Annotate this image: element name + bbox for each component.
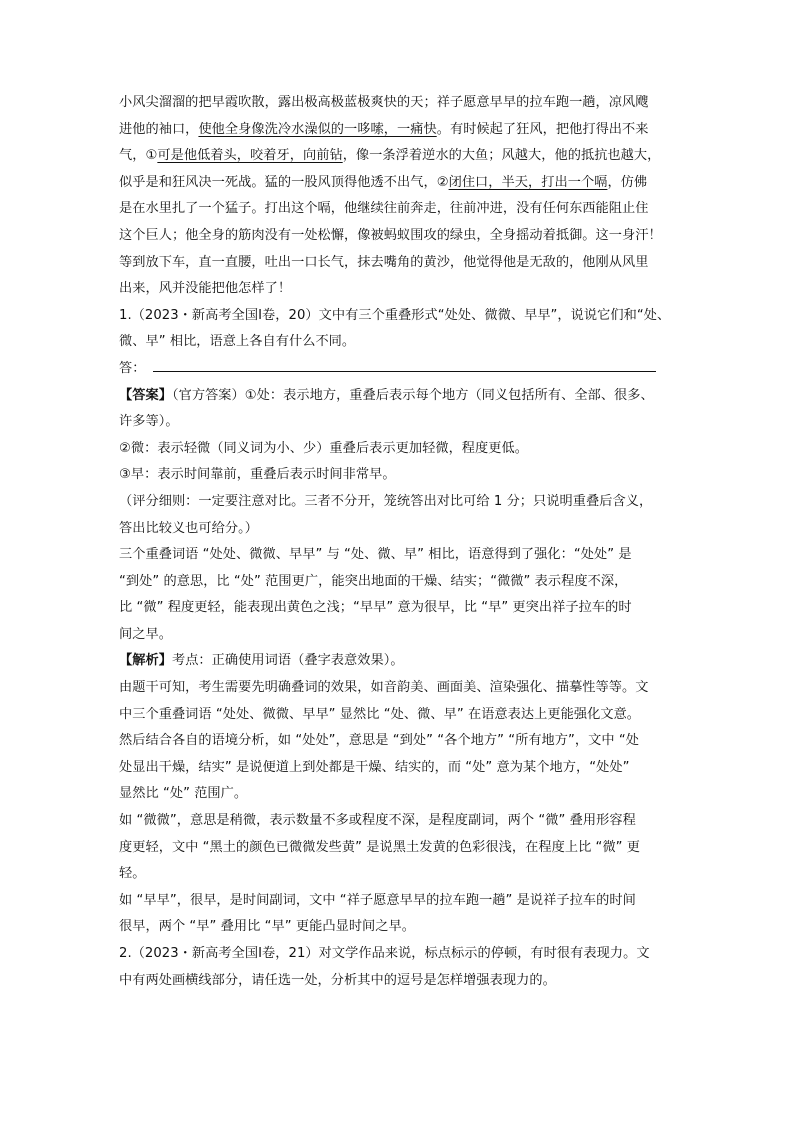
passage-text: 是在水里扎了一个猛子。打出这个嗝，他继续往前奔走，往前冲进，没有任何东西能阻止住: [119, 201, 649, 217]
answer-text: ②微：表示轻微（同义词为小、少）重叠后表示更加轻微，程度更低。: [119, 440, 528, 456]
passage-text: 气，①: [119, 148, 158, 164]
analysis-text: 如 “微微”，意思是稍微，表示数量不多或程度不深，是程度副词，两个 “微” 叠用形容程: [119, 813, 636, 829]
analysis-section: [119, 648, 679, 941]
analysis-text: 然后结合各自的语境分析，如 “处处”，意思是 “到处” “各个地方” “所有地方”，文中 “处: [119, 733, 639, 749]
analysis-line: [119, 835, 679, 862]
analysis-line: [119, 755, 679, 782]
analysis-text: 如 “早早”，很早，是时间副词，文中 “祥子愿意早早的拉车跑一趟” 是说祥子拉车的时间: [119, 892, 636, 908]
passage-line: [119, 143, 679, 170]
underlined-phrase-1: 使他全身像洗冷水澡似的一哆嗦，一痛快: [198, 121, 437, 137]
analysis-line: [119, 648, 679, 675]
passage-text: 这个巨人；他全身的筋肉没有一处松懈，像被蚂蚁围攻的绿虫，全身摇动着抵御。这一身汗！: [119, 227, 662, 243]
analysis-text: 很早，两个 “早” 叠用比 “早” 更能凸显时间之早。: [119, 919, 416, 935]
question-text: 2.（2023・新高考全国Ⅰ卷，21）对文学作品来说，标点标示的停顿，有时很有表现力。文: [119, 946, 650, 961]
question-text: 微、早” 相比，语意上各自有什么不同。: [119, 334, 356, 350]
question-line: [119, 941, 679, 968]
passage-text: ，仿佛: [607, 174, 648, 190]
passage-line: [119, 117, 679, 144]
passage-text: ，像一条浮着逆水的大鱼；风越大，他的抵抗也越大，: [342, 148, 661, 164]
passage-line: [119, 223, 679, 250]
question-text: 中有两处画横线部分，请任选一处，分析其中的逗号是怎样增强表现力的。: [119, 972, 556, 988]
question-line: [119, 329, 679, 356]
analysis-text: 中三个重叠词语 “处处、微微、早早” 显然比 “处、微、早” 在语意表达上更能强化文意。: [119, 706, 641, 722]
answer-text: ③早：表示时间靠前，重叠后表示时间非常早。: [119, 467, 396, 483]
passage-text: 进他的袖口，: [119, 121, 199, 137]
answer-text-line: [119, 489, 679, 516]
answer-text: （官方答案）①处：表示地方，重叠后表示每个地方（同义包括所有、全部、很多、: [171, 387, 654, 403]
analysis-text: 度更轻，文中 “黑土的颜色已微微发些黄” 是说黑土发黄的色彩很浅，在程度上比 “微” 更: [119, 839, 641, 855]
analysis-text: 显然比 “处” 范围广。: [119, 786, 248, 802]
answer-text-line: [119, 383, 679, 410]
passage-line: [119, 196, 679, 223]
answer-text: 三个重叠词语 “处处、微微、早早” 与 “处、微、早” 相比，语意得到了强化：“处处” 是: [119, 547, 632, 563]
answer-section: [119, 383, 679, 649]
question-line: [119, 303, 679, 330]
analysis-heading: 【解析】: [119, 653, 172, 669]
answer-text-line: [119, 622, 679, 649]
answer-text-line: [119, 595, 679, 622]
answer-text: 比 “微” 程度更轻，能表现出黄色之浅；“早早” 意为很早，比 “早” 更突出祥子拉车的时: [119, 600, 632, 616]
answer-text-line: [119, 569, 679, 596]
passage-line: [119, 276, 679, 303]
passage-text: 小风尖溜溜的把早霞吹散，露出极高极蓝极爽快的天；祥子愿意早早的拉车跑一趟，凉风飕: [119, 95, 649, 110]
analysis-text: 处显出干燥，结实” 是说便道上到处都是干燥、结实的，而 “处” 意为某个地方，“处处”: [119, 759, 630, 775]
analysis-line: [119, 781, 679, 808]
analysis-line: [119, 702, 679, 729]
passage-line: [119, 90, 679, 117]
answer-text: 答出比较义也可给分。）: [119, 520, 259, 536]
answer-text: 许多等）。: [119, 414, 179, 430]
answer-text-line: [119, 462, 679, 489]
answer-text: “到处” 的意思，比 “处” 范围更广，能突出地面的干燥、结实；“微微” 表示程度不深，: [119, 573, 628, 589]
analysis-line: [119, 728, 679, 755]
analysis-line: [119, 861, 679, 888]
answer-heading: 【答案】: [119, 387, 172, 403]
passage-line: [119, 170, 679, 197]
passage-text: 出来，风并没能把他怎样了！: [119, 281, 292, 297]
analysis-line: [119, 888, 679, 915]
answer-text-line: [119, 409, 679, 436]
answer-text-line: [119, 516, 679, 543]
passage-line: [119, 250, 679, 277]
passage-text: 。有时候起了狂风，把他打得出不来: [436, 121, 649, 137]
passage: [119, 90, 679, 303]
passage-text: 等到放下车，直一直腰，吐出一口长气，抹去嘴角的黄沙，他觉得他是无敌的，他刚从风里: [119, 254, 649, 270]
question-2: [119, 941, 679, 994]
answer-blank[interactable]: [153, 356, 656, 372]
analysis-text: 考点：正确使用词语（叠字表意效果）。: [171, 653, 404, 669]
analysis-text: 由题干可知，考生需要先明确叠词的效果，如音韵美、画面美、渲染强化、描摹性等等。文: [119, 680, 649, 696]
answer-text: 间之早。: [119, 626, 172, 642]
analysis-text: 轻。: [119, 866, 146, 882]
analysis-line: [119, 914, 679, 941]
question-line: [119, 968, 679, 995]
question-1: [119, 303, 679, 383]
underlined-phrase-2: 可是他低着头，咬着牙，向前钻: [157, 148, 343, 164]
question-text: 1.（2023・新高考全国Ⅰ卷，20）文中有三个重叠形式“处处、微微、早早”，说说它们和“处、: [119, 307, 671, 323]
analysis-line: [119, 808, 679, 835]
document-body: [119, 90, 679, 994]
answer-text: （评分细则：一定要注意对比。三者不分开，笼统答出对比可给 1 分；只说明重叠后含义，: [119, 493, 653, 509]
analysis-line: [119, 675, 679, 702]
answer-line: [119, 356, 679, 383]
passage-text: 似乎是和狂风决一死战。猛的一股风顶得他透不出气，②: [119, 174, 449, 190]
underlined-phrase-3: 闭住口，半天，打出一个嗝: [448, 174, 608, 190]
answer-text-line: [119, 542, 679, 569]
answer-label: 答：: [119, 360, 146, 376]
answer-text-line: [119, 436, 679, 463]
